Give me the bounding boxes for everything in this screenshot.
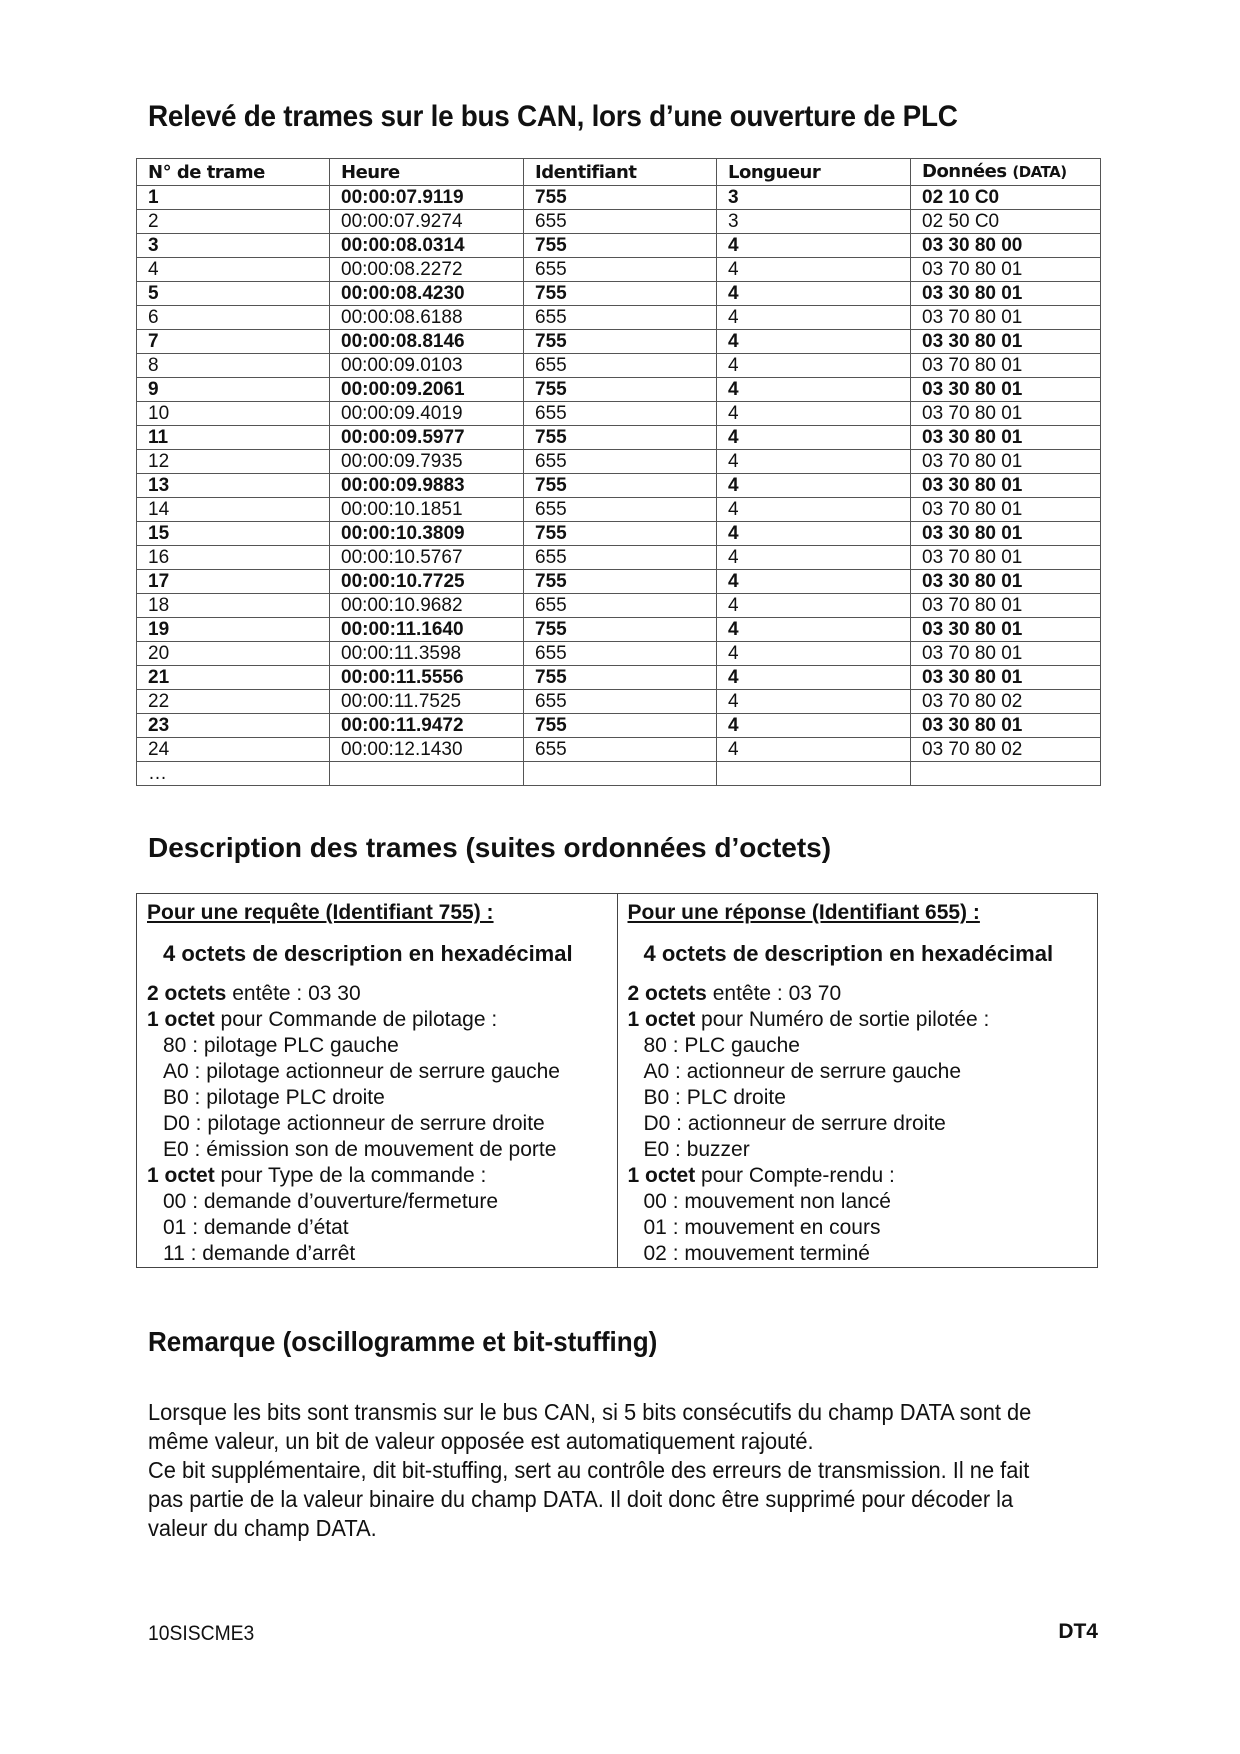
request-cmd-item: 80 : pilotage PLC gauche xyxy=(163,1034,399,1057)
time-cell: 00:00:09.7935 xyxy=(330,450,524,474)
identifier-cell: 755 xyxy=(524,522,717,546)
response-header-line xyxy=(628,981,1088,1007)
time-cell: 00:00:09.5977 xyxy=(330,426,524,450)
data-cell: 03 70 80 01 xyxy=(911,498,1101,522)
data-cell: 03 70 80 01 xyxy=(911,258,1101,282)
header-data xyxy=(911,159,1101,186)
table-row xyxy=(137,330,1101,354)
request-type-bold: 1 octet xyxy=(147,1164,215,1187)
frame-number-cell: 23 xyxy=(137,714,330,738)
length-cell: 4 xyxy=(717,714,911,738)
data-cell: 02 50 C0 xyxy=(911,210,1101,234)
frame-number-cell: 10 xyxy=(137,402,330,426)
table-row xyxy=(137,354,1101,378)
identifier-cell: 755 xyxy=(524,570,717,594)
footer-page-label: DT4 xyxy=(1058,1620,1098,1643)
data-cell: 03 30 80 01 xyxy=(911,330,1101,354)
data-cell: 03 70 80 01 xyxy=(911,354,1101,378)
length-cell: 4 xyxy=(717,690,911,714)
frame-number-cell: 5 xyxy=(137,282,330,306)
data-cell: 03 70 80 02 xyxy=(911,690,1101,714)
frame-number-cell: 2 xyxy=(137,210,330,234)
identifier-cell: 655 xyxy=(524,690,717,714)
request-cmd-bold: 1 octet xyxy=(147,1008,215,1031)
identifier-cell xyxy=(524,762,717,786)
header-data-label: Données xyxy=(922,161,1007,182)
length-cell xyxy=(717,762,911,786)
header-data-suffix: (DATA) xyxy=(1012,163,1067,181)
table-row xyxy=(137,762,1101,786)
response-title: Pour une réponse (Identifiant 655) : xyxy=(627,901,980,924)
table-row xyxy=(137,306,1101,330)
frame-number-cell: 24 xyxy=(137,738,330,762)
data-cell: 03 30 80 01 xyxy=(911,426,1101,450)
identifier-cell: 755 xyxy=(524,330,717,354)
identifier-cell: 655 xyxy=(524,450,717,474)
table-row xyxy=(137,570,1101,594)
request-type-line xyxy=(147,1163,607,1189)
data-cell: 03 70 80 01 xyxy=(911,306,1101,330)
time-cell: 00:00:10.1851 xyxy=(330,498,524,522)
time-cell: 00:00:09.2061 xyxy=(330,378,524,402)
time-cell: 00:00:07.9119 xyxy=(330,186,524,210)
data-cell: 03 70 80 02 xyxy=(911,738,1101,762)
time-cell: 00:00:10.9682 xyxy=(330,594,524,618)
identifier-cell: 655 xyxy=(524,258,717,282)
time-cell: 00:00:11.5556 xyxy=(330,666,524,690)
request-header-bold: 2 octets xyxy=(147,982,227,1005)
response-cmd-item: D0 : actionneur de serrure droite xyxy=(643,1112,946,1135)
table-row xyxy=(137,618,1101,642)
data-cell: 02 10 C0 xyxy=(911,186,1101,210)
request-type-item: 00 : demande d’ouverture/fermeture xyxy=(163,1190,499,1213)
length-cell: 4 xyxy=(717,546,911,570)
length-cell: 4 xyxy=(717,282,911,306)
table-row xyxy=(137,738,1101,762)
frame-number-cell: 17 xyxy=(137,570,330,594)
data-cell: 03 30 80 01 xyxy=(911,522,1101,546)
response-cmd-item: E0 : buzzer xyxy=(643,1138,750,1161)
time-cell: 00:00:07.9274 xyxy=(330,210,524,234)
time-cell: 00:00:08.4230 xyxy=(330,282,524,306)
identifier-cell: 655 xyxy=(524,354,717,378)
remark-paragraph: Ce bit supplémentaire, dit bit-stuffing, sert au contrôle des erreurs de transmission. Il ne fait pas partie de la valeur binaire du champ DATA. Il doit donc être supprimé pour décoder la valeur du champ DATA. xyxy=(148,1457,1030,1541)
identifier-cell: 755 xyxy=(524,378,717,402)
data-cell: 03 30 80 01 xyxy=(911,378,1101,402)
response-cmd-item: A0 : actionneur de serrure gauche xyxy=(643,1060,962,1083)
response-header-bold: 2 octets xyxy=(627,982,707,1005)
time-cell: 00:00:08.0314 xyxy=(330,234,524,258)
identifier-cell: 655 xyxy=(524,498,717,522)
time-cell: 00:00:11.7525 xyxy=(330,690,524,714)
data-cell: 03 30 80 01 xyxy=(911,618,1101,642)
length-cell: 3 xyxy=(717,186,911,210)
response-cmd-item: B0 : PLC droite xyxy=(643,1086,786,1109)
table-row xyxy=(137,186,1101,210)
time-cell: 00:00:08.2272 xyxy=(330,258,524,282)
request-cmd-item: D0 : pilotage actionneur de serrure droite xyxy=(163,1112,545,1135)
length-cell: 4 xyxy=(717,618,911,642)
identifier-cell: 655 xyxy=(524,210,717,234)
table-row xyxy=(137,714,1101,738)
data-cell: 03 70 80 01 xyxy=(911,594,1101,618)
table-row xyxy=(137,690,1101,714)
table-row xyxy=(137,546,1101,570)
frame-number-cell: 13 xyxy=(137,474,330,498)
header-identifier: Identifiant xyxy=(524,159,717,186)
response-type-item: 02 : mouvement terminé xyxy=(643,1242,870,1265)
data-cell: 03 30 80 01 xyxy=(911,474,1101,498)
time-cell: 00:00:11.9472 xyxy=(330,714,524,738)
length-cell: 4 xyxy=(717,234,911,258)
data-cell: 03 30 80 01 xyxy=(911,666,1101,690)
length-cell: 4 xyxy=(717,378,911,402)
footer-document-code: 10SISCME3 xyxy=(148,1622,255,1645)
identifier-cell: 755 xyxy=(524,186,717,210)
identifier-cell: 755 xyxy=(524,234,717,258)
frame-number-cell: 3 xyxy=(137,234,330,258)
data-cell: 03 70 80 01 xyxy=(911,450,1101,474)
request-cmd-item: B0 : pilotage PLC droite xyxy=(163,1086,385,1109)
time-cell: 00:00:08.8146 xyxy=(330,330,524,354)
data-cell: 03 30 80 00 xyxy=(911,234,1101,258)
length-cell: 3 xyxy=(717,210,911,234)
frame-number-cell: 4 xyxy=(137,258,330,282)
remark-paragraph: Lorsque les bits sont transmis sur le bus CAN, si 5 bits consécutifs du champ DATA sont de même valeur, un bit de valeur opposée est automatiquement rajouté. xyxy=(148,1399,1032,1454)
length-cell: 4 xyxy=(717,594,911,618)
time-cell: 00:00:09.4019 xyxy=(330,402,524,426)
request-type-item: 11 : demande d’arrêt xyxy=(163,1242,356,1265)
header-time: Heure xyxy=(330,159,524,186)
frame-number-cell: 18 xyxy=(137,594,330,618)
identifier-cell: 655 xyxy=(524,546,717,570)
table-header-row xyxy=(137,159,1101,186)
frame-number-cell: 11 xyxy=(137,426,330,450)
request-type-item: 01 : demande d’état xyxy=(163,1216,349,1239)
table-row xyxy=(137,258,1101,282)
page-title: Relevé de trames sur le bus CAN, lors d’une ouverture de PLC xyxy=(148,100,958,133)
length-cell: 4 xyxy=(717,474,911,498)
response-type-line xyxy=(628,1163,1088,1189)
length-cell: 4 xyxy=(717,354,911,378)
frame-number-cell: 22 xyxy=(137,690,330,714)
identifier-cell: 655 xyxy=(524,738,717,762)
table-row xyxy=(137,666,1101,690)
length-cell: 4 xyxy=(717,426,911,450)
identifier-cell: 755 xyxy=(524,618,717,642)
can-frames-table xyxy=(136,158,1101,786)
identifier-cell: 655 xyxy=(524,594,717,618)
length-cell: 4 xyxy=(717,330,911,354)
time-cell: 00:00:10.7725 xyxy=(330,570,524,594)
identifier-cell: 655 xyxy=(524,306,717,330)
request-header-text: entête : 03 30 xyxy=(226,982,361,1005)
time-cell: 00:00:10.5767 xyxy=(330,546,524,570)
table-row xyxy=(137,450,1101,474)
response-cmd-item: 80 : PLC gauche xyxy=(643,1034,800,1057)
table-row xyxy=(137,474,1101,498)
table-row xyxy=(137,282,1101,306)
response-cmd-line xyxy=(628,1007,1088,1033)
description-title: Description des trames (suites ordonnées d’octets) xyxy=(148,832,832,863)
time-cell: 00:00:10.3809 xyxy=(330,522,524,546)
length-cell: 4 xyxy=(717,642,911,666)
data-cell: 03 70 80 01 xyxy=(911,546,1101,570)
response-type-item: 00 : mouvement non lancé xyxy=(643,1190,891,1213)
identifier-cell: 655 xyxy=(524,402,717,426)
time-cell xyxy=(330,762,524,786)
table-row xyxy=(137,234,1101,258)
table-row xyxy=(137,402,1101,426)
frame-number-cell: 12 xyxy=(137,450,330,474)
header-frame-number: N° de trame xyxy=(137,159,330,186)
frame-number-cell: 8 xyxy=(137,354,330,378)
remark-body xyxy=(148,1398,1051,1543)
table-row xyxy=(137,522,1101,546)
identifier-cell: 755 xyxy=(524,666,717,690)
identifier-cell: 755 xyxy=(524,282,717,306)
header-length: Longueur xyxy=(717,159,911,186)
request-subtitle: 4 octets de description en hexadécimal xyxy=(163,941,573,966)
time-cell: 00:00:09.0103 xyxy=(330,354,524,378)
frame-number-cell: 15 xyxy=(137,522,330,546)
time-cell: 00:00:11.1640 xyxy=(330,618,524,642)
table-row xyxy=(137,642,1101,666)
response-description xyxy=(617,894,1098,1267)
data-cell: 03 70 80 01 xyxy=(911,402,1101,426)
time-cell: 00:00:09.9883 xyxy=(330,474,524,498)
frame-number-cell: 1 xyxy=(137,186,330,210)
length-cell: 4 xyxy=(717,450,911,474)
identifier-cell: 655 xyxy=(524,642,717,666)
frame-number-cell: … xyxy=(137,762,330,786)
length-cell: 4 xyxy=(717,738,911,762)
frame-number-cell: 7 xyxy=(137,330,330,354)
table-row xyxy=(137,426,1101,450)
request-cmd-item: E0 : émission son de mouvement de porte xyxy=(163,1138,557,1161)
data-cell: 03 30 80 01 xyxy=(911,714,1101,738)
time-cell: 00:00:11.3598 xyxy=(330,642,524,666)
request-description xyxy=(137,894,617,1267)
request-title: Pour une requête (Identifiant 755) : xyxy=(147,901,494,924)
request-type-text: pour Type de la commande : xyxy=(214,1164,487,1187)
request-cmd-text: pour Commande de pilotage : xyxy=(214,1008,498,1031)
response-cmd-text: pour Numéro de sortie pilotée : xyxy=(695,1008,990,1031)
length-cell: 4 xyxy=(717,306,911,330)
request-cmd-line xyxy=(147,1007,607,1033)
response-cmd-bold: 1 octet xyxy=(627,1008,696,1031)
table-row xyxy=(137,498,1101,522)
frame-number-cell: 21 xyxy=(137,666,330,690)
identifier-cell: 755 xyxy=(524,714,717,738)
length-cell: 4 xyxy=(717,570,911,594)
time-cell: 00:00:12.1430 xyxy=(330,738,524,762)
response-type-text: pour Compte-rendu : xyxy=(695,1164,895,1187)
table-row xyxy=(137,378,1101,402)
frame-number-cell: 6 xyxy=(137,306,330,330)
data-cell xyxy=(911,762,1101,786)
length-cell: 4 xyxy=(717,666,911,690)
length-cell: 4 xyxy=(717,498,911,522)
identifier-cell: 755 xyxy=(524,426,717,450)
data-cell: 03 30 80 01 xyxy=(911,282,1101,306)
frame-description-box xyxy=(136,893,1098,1268)
data-cell: 03 30 80 01 xyxy=(911,570,1101,594)
frame-number-cell: 19 xyxy=(137,618,330,642)
frame-number-cell: 20 xyxy=(137,642,330,666)
table-row xyxy=(137,210,1101,234)
data-cell: 03 70 80 01 xyxy=(911,642,1101,666)
response-subtitle: 4 octets de description en hexadécimal xyxy=(643,941,1054,966)
response-type-item: 01 : mouvement en cours xyxy=(643,1216,881,1239)
frame-number-cell: 9 xyxy=(137,378,330,402)
response-type-bold: 1 octet xyxy=(627,1164,696,1187)
frame-number-cell: 16 xyxy=(137,546,330,570)
request-header-line xyxy=(147,981,607,1007)
frame-number-cell: 14 xyxy=(137,498,330,522)
time-cell: 00:00:08.6188 xyxy=(330,306,524,330)
length-cell: 4 xyxy=(717,258,911,282)
table-row xyxy=(137,594,1101,618)
identifier-cell: 755 xyxy=(524,474,717,498)
request-cmd-item: A0 : pilotage actionneur de serrure gauche xyxy=(163,1060,560,1083)
length-cell: 4 xyxy=(717,522,911,546)
length-cell: 4 xyxy=(717,402,911,426)
table-body xyxy=(137,186,1101,786)
remark-title: Remarque (oscillogramme et bit-stuffing) xyxy=(148,1326,658,1357)
response-header-text: entête : 03 70 xyxy=(706,982,842,1005)
